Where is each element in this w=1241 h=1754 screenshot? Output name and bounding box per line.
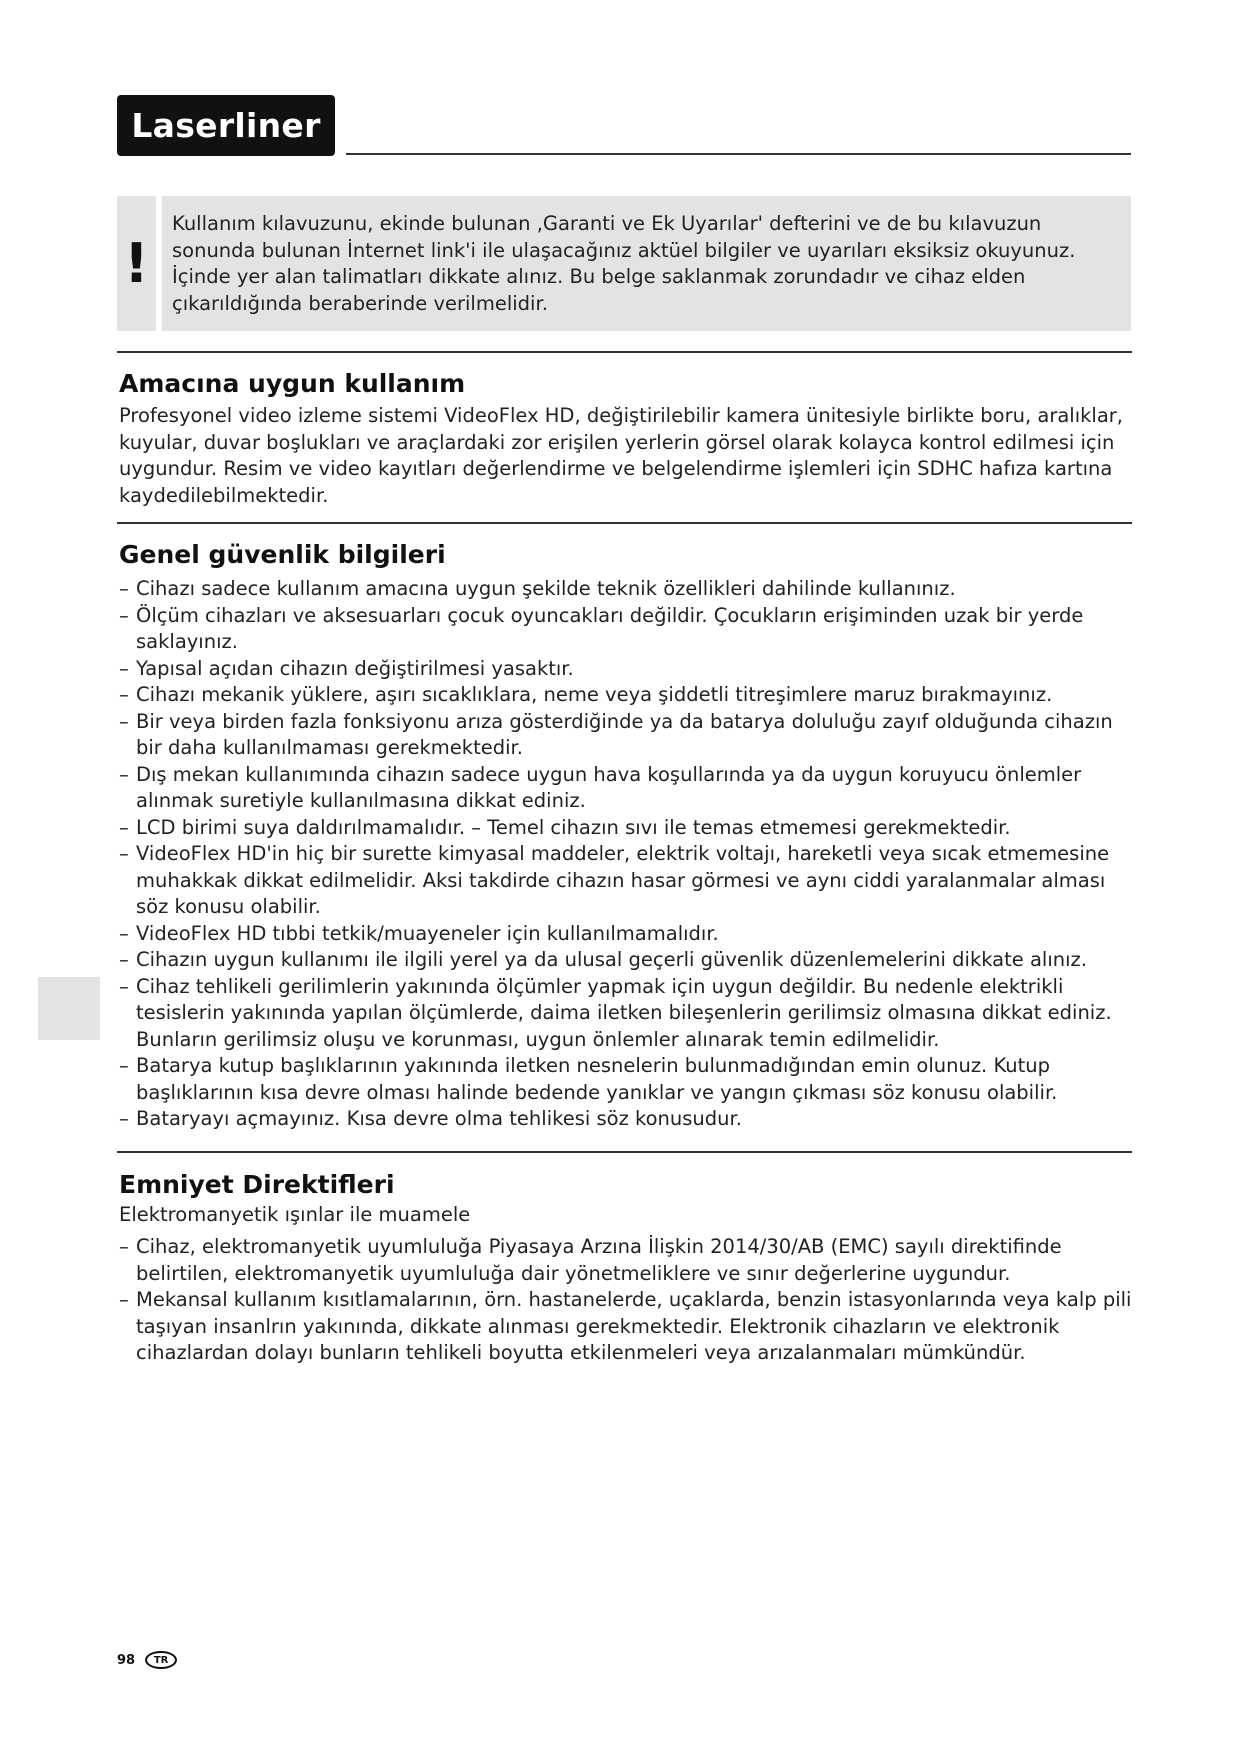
- list-item: – Bir veya birden fazla fonksiyonu arıza gösterdiğinde ya da batarya doluluğu zayıf olduğunda cihazın bir daha kullanılmaması gerekmektedir.: [119, 709, 1139, 762]
- section-divider: [117, 1151, 1132, 1153]
- warning-text: Kullanım kılavuzunu, ekinde bulunan ‚Garanti ve Ek Uyarılar' defterini ve de bu kılavuzun sonunda bulunan İnternet link'i ile ulaşacağınız aktüel bilgiler ve uyarıları eksiksiz okuyunuz. İçinde yer alan talimatları dikkate alınız. Bu belge saklanmak zorundadır ve cihaz elden çıkarıldığında beraberinde verilmelidir.: [172, 212, 1076, 315]
- list-item: – Batarya kutup başlıklarının yakınında iletken nesnelerin bulunmadığından emin olunuz. Kutup başlıklarının kısa devre olması halinde bedende yanıklar ve yangın çıkması söz konusu olabilir.: [119, 1053, 1139, 1106]
- list-item: – Yapısal açıdan cihazın değiştirilmesi yasaktır.: [119, 656, 1139, 683]
- section-divider: [117, 351, 1132, 353]
- emc-title: Emniyet Direktifleri: [119, 1170, 395, 1199]
- list-item: – Cihazı mekanik yüklere, aşırı sıcaklıklara, neme veya şiddetli titreşimlere maruz bırakmayınız.: [119, 682, 1139, 709]
- emc-list: [119, 1234, 1139, 1367]
- list-item: – Cihaz tehlikeli gerilimlerin yakınında ölçümler yapmak için uygun değildir. Bu nedenle elektrikli tesislerin yakınında yapılan ölçümlerde, daima iletken bileşenlerin gerilimsiz olmasına dikkat ediniz. Bunların gerilimsiz oluşu ve korunması, uygun önlemler alınarak temin edilmelidir.: [119, 974, 1139, 1054]
- section-divider: [117, 522, 1132, 524]
- list-item: – Cihazın uygun kullanımı ile ilgili yerel ya da ulusal geçerli güvenlik düzenlemelerini dikkate alınız.: [119, 947, 1139, 974]
- warning-icon: [117, 196, 156, 331]
- side-thumb-tab: [38, 977, 100, 1040]
- list-item: – Cihazı sadece kullanım amacına uygun şekilde teknik özellikleri dahilinde kullanınız.: [119, 576, 1139, 603]
- safety-list: [119, 576, 1139, 1133]
- list-item: – Dış mekan kullanımında cihazın sadece uygun hava koşullarında ya da uygun koruyucu önlemler alınmak suretiyle kullanılmasına dikkat ediniz.: [119, 762, 1139, 815]
- intended-use-title: Amacına uygun kullanım: [119, 369, 466, 398]
- list-item: – VideoFlex HD'in hiç bir surette kimyasal maddeler, elektrik voltajı, hareketli veya sıcak etmemesine muhakkak dikkat edilmelidir. Aksi takdirde cihazın hasar görmesi ve aynı ciddi yaralanmalar alması söz konusu olabilir.: [119, 841, 1139, 921]
- intended-use-section: [119, 369, 1139, 509]
- warning-notice: [162, 196, 1131, 331]
- list-item: – Cihaz, elektromanyetik uyumluluğa Piyasaya Arzına İlişkin 2014/30/AB (EMC) sayılı direktifinde belirtilen, elektromanyetik uyumluluğa dair yönetmeliklere ve sınır değerlerine uygundur.: [119, 1234, 1139, 1287]
- list-item: – LCD birimi suya daldırılmamalıdır. – Temel cihazın sıvı ile temas etmemesi gerekmektedir.: [119, 815, 1139, 842]
- page-number: 98: [117, 1652, 136, 1668]
- list-item: – VideoFlex HD tıbbi tetkik/muayeneler için kullanılmamalıdır.: [119, 921, 1139, 948]
- header-divider: [346, 153, 1131, 155]
- list-item: – Bataryayı açmayınız. Kısa devre olma tehlikesi söz konusudur.: [119, 1106, 1139, 1133]
- language-badge: TR: [145, 1651, 177, 1669]
- brand-logo: [117, 95, 335, 156]
- brand-name: Laserliner: [131, 106, 321, 145]
- emc-section: [119, 1170, 1139, 1367]
- safety-section: [119, 540, 1139, 1133]
- page-footer: [117, 1651, 177, 1669]
- list-item: – Ölçüm cihazları ve aksesuarları çocuk oyuncakları değildir. Çocukların erişiminden uzak bir yerde saklayınız.: [119, 603, 1139, 656]
- emc-subtitle: Elektromanyetik ışınlar ile muamele: [119, 1203, 471, 1226]
- exclamation-icon: !: [124, 232, 149, 295]
- safety-title: Genel güvenlik bilgileri: [119, 540, 446, 569]
- intended-use-text: Profesyonel video izleme sistemi VideoFlex HD, değiştirilebilir kamera ünitesiyle birlikte boru, aralıklar, kuyular, duvar boşlukları ve araçlardaki zor erişilen yerlerin görsel olarak kolayca kontrol edilmesi için uygundur. Resim ve video kayıtları değerlendirme ve belgelendirme işlemleri için SDHC hafıza kartına kaydedilebilmektedir.: [119, 404, 1123, 507]
- list-item: – Mekansal kullanım kısıtlamalarının, örn. hastanelerde, uçaklarda, benzin istasyonlarında veya kalp pili taşıyan insanlrın yakınında, dikkate alınması gerekmektedir. Elektronik cihazların ve elektronik cihazlardan dolayı bunların tehlikeli boyutta etkilenmeleri veya arızalanmaları mümkündür.: [119, 1287, 1139, 1367]
